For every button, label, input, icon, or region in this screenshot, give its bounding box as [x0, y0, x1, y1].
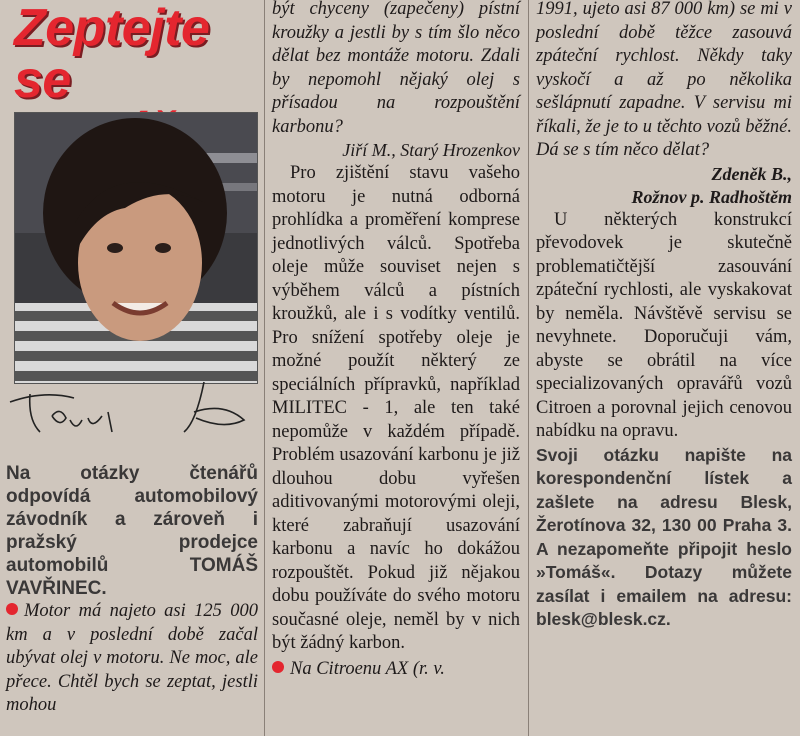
- portrait-illustration: [15, 113, 257, 383]
- column-middle: [272, 0, 520, 681]
- question-1-author: Jiří M., Starý Hrozenkov: [342, 140, 520, 160]
- question-1-continuation: být chyceny (zapečeny) pístní kroužky a jestli by s tím šlo něco dělat bez montáže motoru. Zdali by nepomohl nějaký olej s přísadou na rozpouštění karbonu?: [272, 0, 520, 137]
- question-1-start: [6, 600, 258, 718]
- bullet-icon: [6, 603, 18, 615]
- bullet-icon: [272, 661, 284, 673]
- answer-1: Pro zjištění stavu vašeho motoru je nutná odborná prohlídka a proměření komprese jednotlivých válců. Spotřeba oleje může souviset nejen s výběhem válců a pístních kroužků, ale i s vodítky ventilů. Pro snížení spotřeby oleje je možné použít některý ze speciálních přípravků, například MILITEC - 1, ale ten také nepomůže v každém případě. Problém usazování karbonu je již dlouhou dobu vyřešen aditivovanými motorovými oleji, které zabraňují usazování karbonu a navíc ho dokážou rozpouštět. Pokud již nějakou dobu používáte do svého motoru současné oleje, neměl by v nich být žádný karbon.: [272, 163, 520, 653]
- answer-2: U některých konstrukcí převodovek je skutečně problematičtější zasouvání zpáteční rychlosti, ale vyskakovat by neměla. Návštěvě servisu se nevyhnete. Doporučuji vám, abyste se obrátil na více specializovaných opravářů vozů Citroen a porovnal jejich cenovou nabídku na opravu.: [536, 209, 792, 441]
- column-right: [536, 0, 792, 632]
- headline-line-1: Zeptejte se: [14, 0, 210, 109]
- question-2-start-text: Na Citroenu AX (r. v.: [290, 658, 445, 679]
- signature: [4, 372, 262, 442]
- column-divider: [264, 0, 265, 736]
- closing-note: Svoji otázku napište na korespondenční lístek a zašlete na adresu Blesk, Žerotínova 32, 130 00 Praha 3. A nezapomeňte připojit heslo »Tomáš«. Dotazy můžete zasílat i emailem na adresu: blesk@blesk.cz.: [536, 444, 792, 629]
- signature-scribble: [4, 372, 262, 442]
- intro-text: Na otázky čtenářů odpovídá automobilový závodník a zároveň i pražský prodejce automobilů TOMÁŠ VAVŘINEC.: [6, 463, 258, 599]
- question-2-author-name: Zdeněk B.,: [711, 163, 792, 184]
- question-1-start-text: Motor má najeto asi 125 000 km a v poslední době začal ubývat olej v motoru. Ne moc, ale přece. Chtěl bych se zeptat, jestli mohou: [6, 601, 258, 715]
- question-2-author-place: Rožnov p. Radhoštěm: [631, 186, 792, 207]
- column-divider: [528, 0, 529, 736]
- question-2-start: [272, 658, 520, 682]
- question-2-continuation: 1991, ujeto asi 87 000 km) se mi v poslední době těžce zasouvá zpáteční rychlost. Někdy taky vyskočí a až po několika sešlápnutí zapadne. V servisu mi říkali, že je to u těchto vozů běžné. Dá se s tím něco dělat?: [536, 0, 792, 160]
- author-photo: [14, 112, 258, 384]
